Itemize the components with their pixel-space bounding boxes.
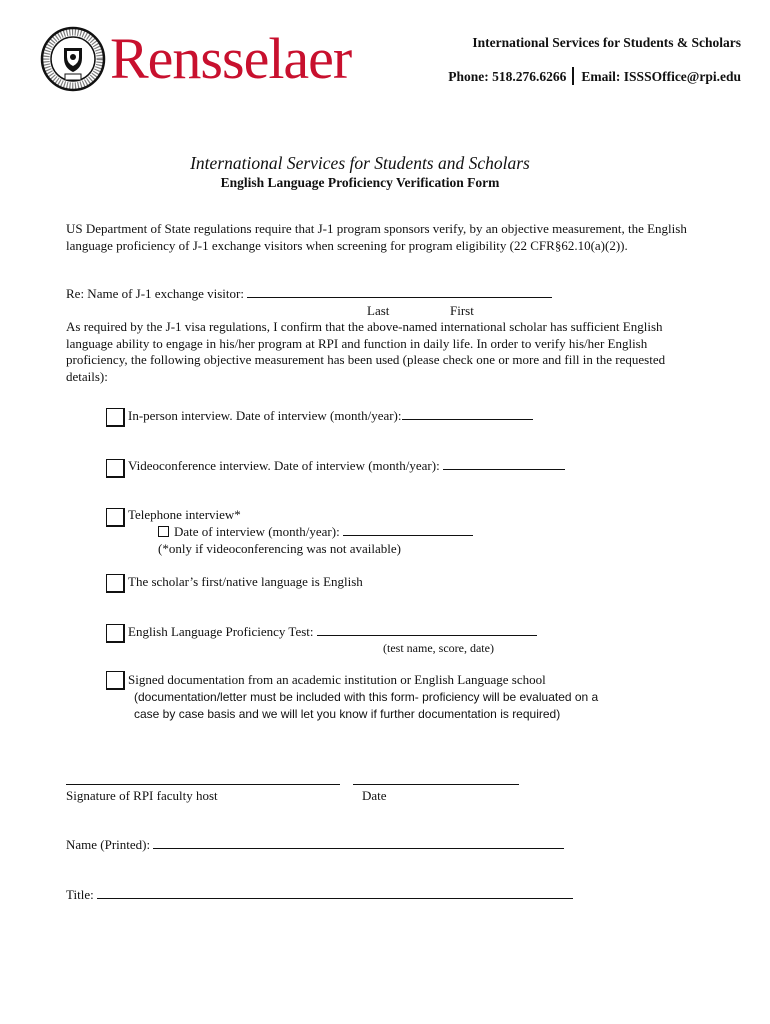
option-video-label: Videoconference interview. Date of interview (month/year):: [128, 458, 440, 473]
test-hint: (test name, score, date): [383, 641, 494, 655]
re-line: [66, 286, 696, 303]
test-details-field[interactable]: [317, 625, 537, 636]
form-subtitle: English Language Proficiency Verification Form: [220, 175, 500, 190]
telephone-date-field[interactable]: [343, 525, 473, 536]
option-telephone-sub: [158, 524, 473, 541]
email-text: Email: ISSSOffice@rpi.edu: [581, 69, 741, 84]
contact-line: [448, 67, 741, 85]
name-printed-label: Name (Printed):: [66, 837, 151, 852]
signature-field[interactable]: [66, 774, 340, 785]
re-label: Re: Name of J-1 exchange visitor:: [66, 286, 244, 301]
option-video-checkbox[interactable]: [106, 459, 125, 478]
date-label: Date: [362, 788, 387, 803]
visitor-name-field[interactable]: [247, 287, 552, 298]
option-test-label: English Language Proficiency Test:: [128, 624, 314, 639]
option-test: [128, 624, 537, 641]
option-test-checkbox[interactable]: [106, 624, 125, 643]
date-field[interactable]: [353, 774, 519, 785]
title-line: [66, 887, 696, 904]
office-name: International Services for Students & Scholars: [472, 35, 741, 50]
inperson-date-field[interactable]: [402, 409, 533, 420]
first-label: First: [450, 303, 474, 318]
confirm-paragraph: As required by the J-1 visa regulations, I confirm that the above-named international scholar has sufficient English language ability to engage in his/her program at RPI and function in daily life. In order to verify his/her English proficiency, the following objective measurement has been used (please check one or more and fill in the requested details):: [66, 319, 666, 384]
documentation-note-2: case by case basis and we will let you know if further documentation is required): [134, 707, 561, 721]
title-label: Title:: [66, 887, 94, 902]
option-inperson-checkbox[interactable]: [106, 408, 125, 427]
divider: [572, 67, 574, 85]
rensselaer-wordmark-logo: Rensselaer: [110, 26, 352, 91]
option-documentation-checkbox[interactable]: [106, 671, 125, 690]
form-title: International Services for Students and Scholars: [190, 153, 530, 173]
telephone-date-label: Date of interview (month/year):: [174, 524, 340, 539]
title-field[interactable]: [97, 888, 573, 899]
phone-text: Phone: 518.276.6266: [448, 69, 567, 84]
option-video: [128, 458, 565, 475]
name-printed-line: [66, 837, 696, 854]
option-native-checkbox[interactable]: [106, 574, 125, 593]
option-inperson: [128, 408, 533, 425]
option-inperson-label: In-person interview. Date of interview (month/year):: [128, 408, 402, 423]
last-label: Last: [367, 303, 390, 318]
option-documentation-label: Signed documentation from an academic institution or English Language school: [128, 672, 546, 687]
option-telephone-checkbox[interactable]: [106, 508, 125, 527]
option-telephone-label: Telephone interview*: [128, 507, 241, 522]
telephone-note: (*only if videoconferencing was not available): [158, 541, 401, 556]
signature-label: Signature of RPI faculty host: [66, 788, 218, 803]
option-native-label: The scholar’s first/native language is English: [128, 574, 363, 589]
documentation-note-1: (documentation/letter must be included with this form- proficiency will be evaluated on a: [134, 690, 599, 704]
telephone-date-checkbox[interactable]: [158, 526, 169, 537]
intro-paragraph: US Department of State regulations require that J-1 program sponsors verify, by an objective measurement, the English language proficiency of J-1 exchange visitors when screening for program eligibility (22 CFR§62.10(a)(2)).: [66, 221, 687, 253]
rensselaer-seal-logo: [40, 26, 106, 92]
video-date-field[interactable]: [443, 459, 565, 470]
name-printed-field[interactable]: [153, 838, 564, 849]
